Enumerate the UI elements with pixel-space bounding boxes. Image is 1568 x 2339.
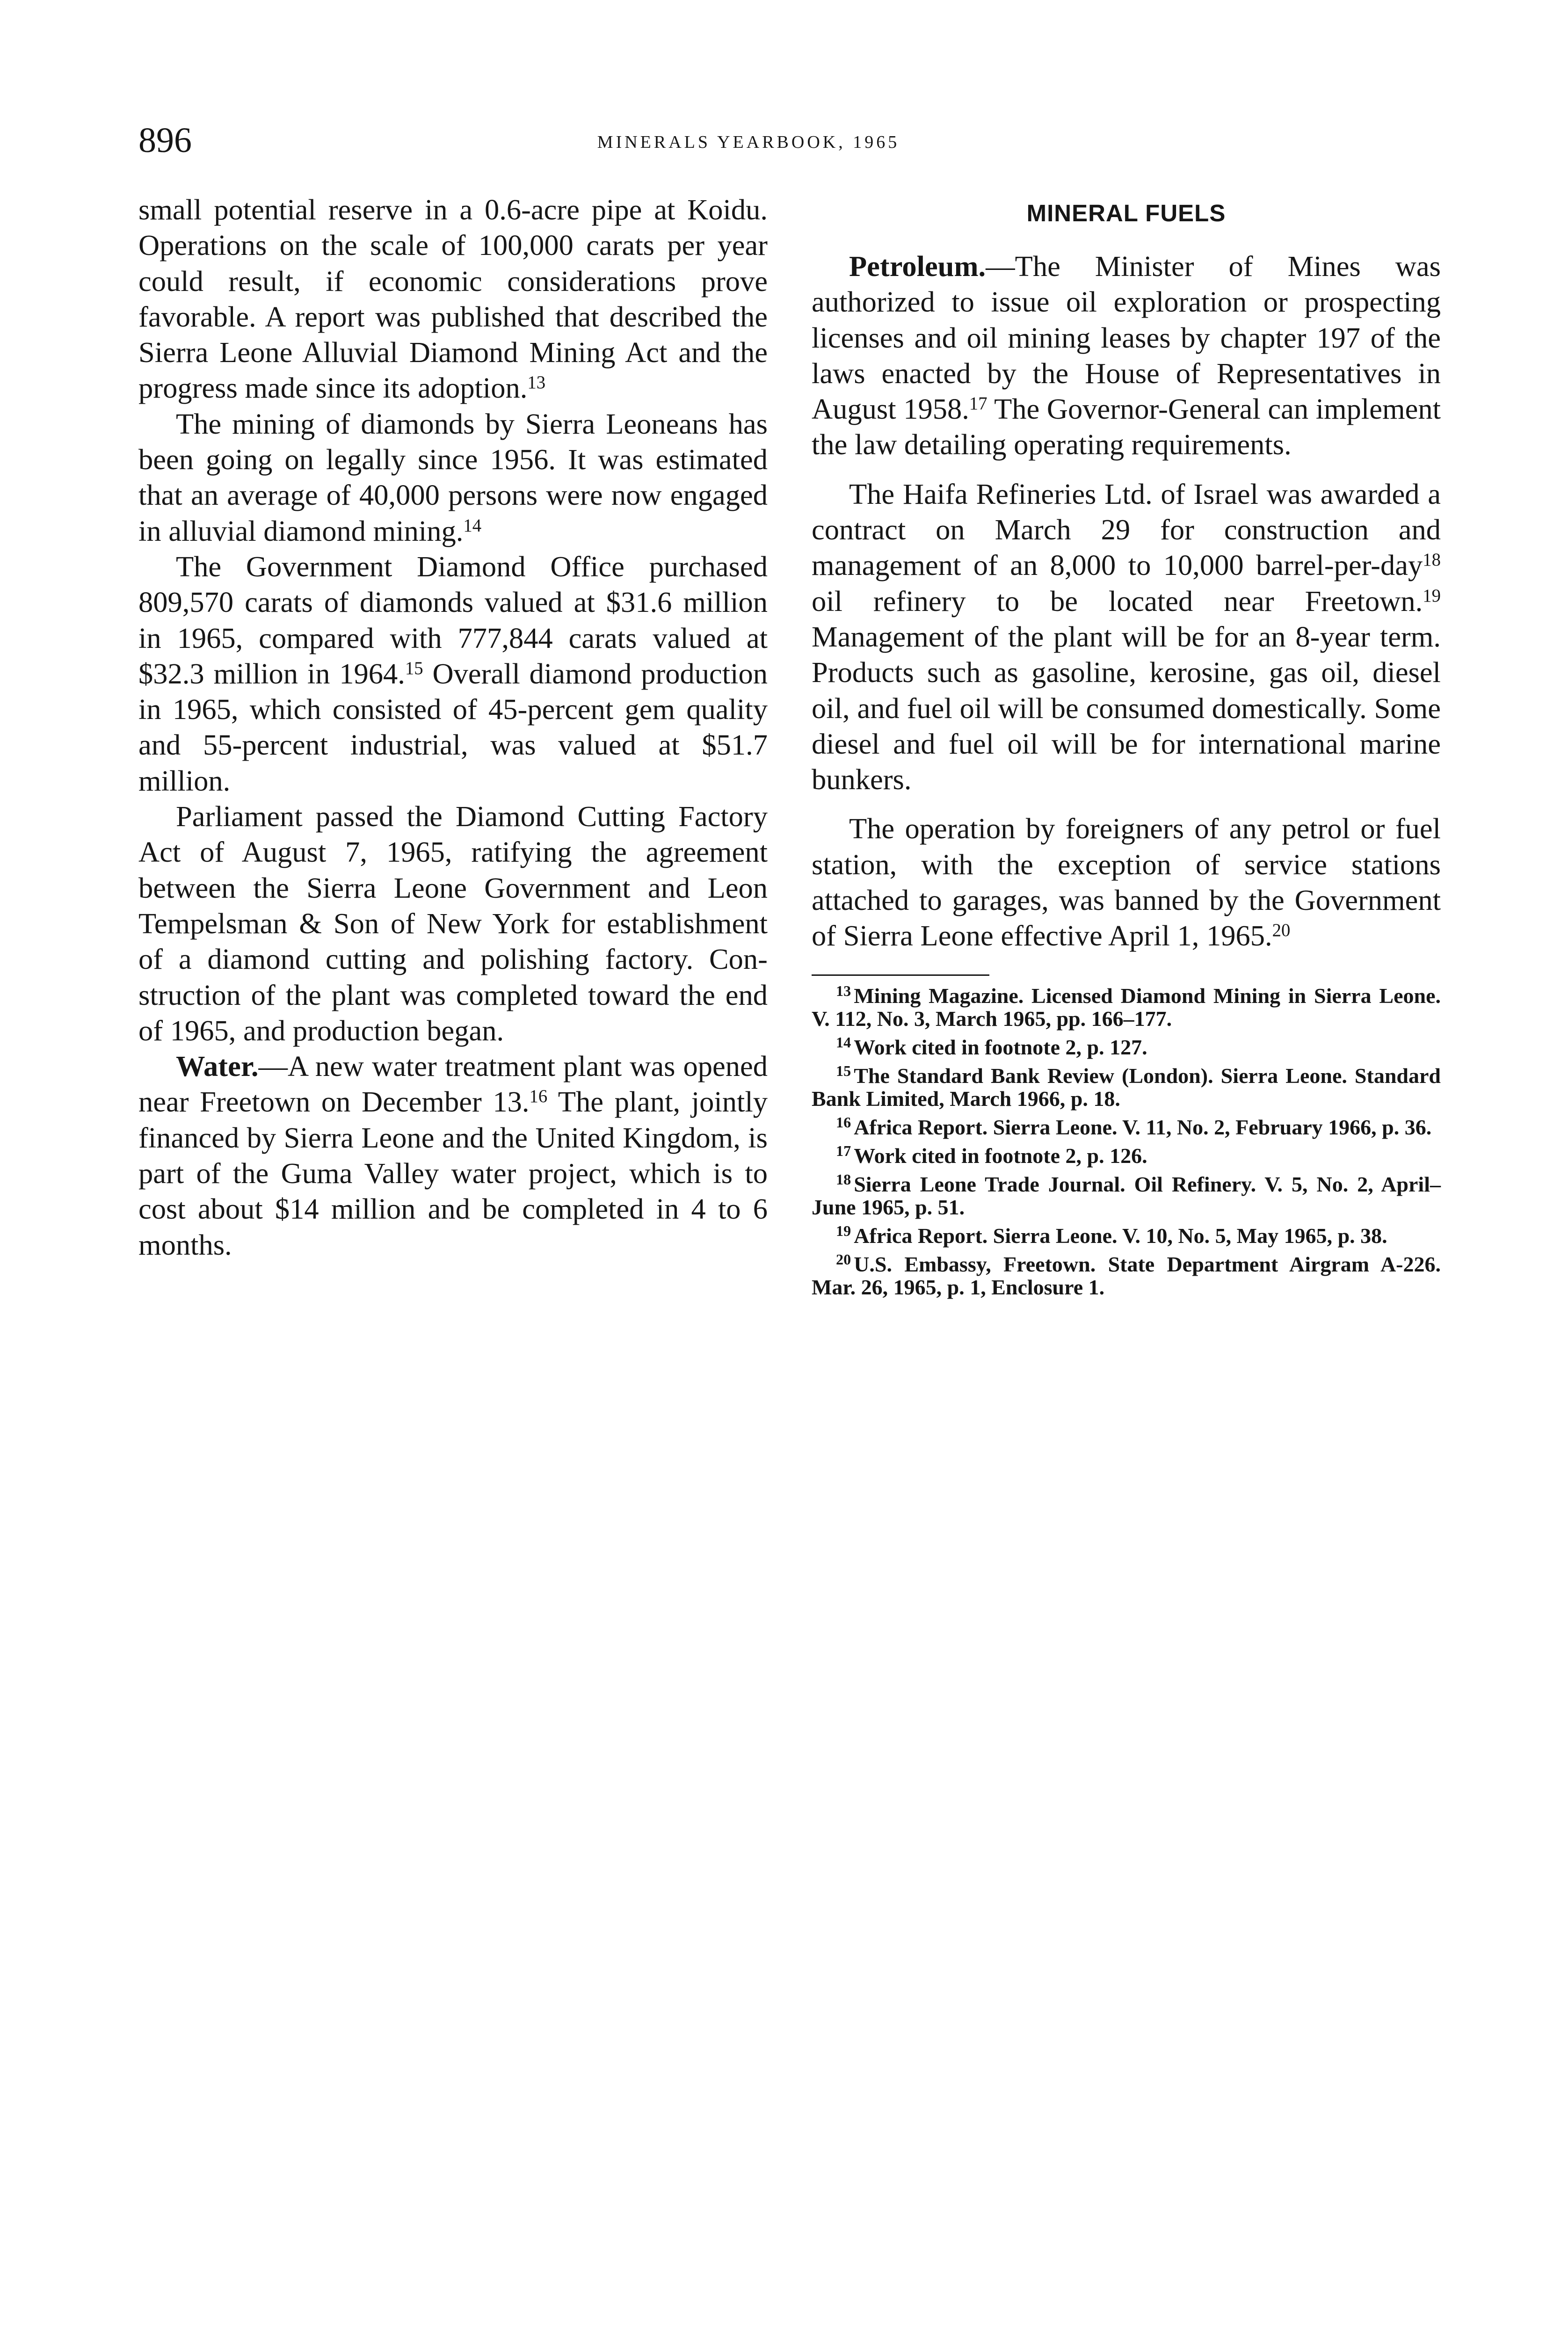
footnote-text: Africa Report. Sierra Leone. V. 10, No. 5, May 1965, p. 38. bbox=[854, 1223, 1387, 1248]
paragraph-text: Management of the plant will be for an 8-year term. Products such as gasoline, kerosine, gas oil, diesel oil, and fuel oil will be consumed domestically. Some diesel and fuel oil will be for international marine bunkers. bbox=[812, 620, 1441, 796]
footnote-ref-20[interactable]: 20 bbox=[1272, 920, 1291, 941]
paragraph-text: Overall diamond production in 1965, which consisted of 45-percent gem quality and 55-percent industrial, was valued at $51.7 million. bbox=[138, 657, 768, 797]
paragraph-text: The operation by foreigners of any petrol or fuel station, with the exception of service stations attached to garages, was banned by the Government of Sierra Leone effective April 1, 1965. bbox=[812, 812, 1441, 952]
footnote-18 bbox=[812, 1173, 1441, 1219]
paragraph-text: The Governor-General can implement the law detailing operating requirements. bbox=[812, 392, 1441, 461]
paragraph-koidu-reserve bbox=[138, 192, 768, 406]
footnote-13 bbox=[812, 984, 1441, 1030]
footnote-text: U.S. Embassy, Freetown. State Department Airgram A-226. Mar. 26, 1965, p. 1, Enclosure 1. bbox=[812, 1252, 1441, 1299]
paragraph-text: Parliament passed the Diamond Cutting Factory Act of August 7, 1965, ratifying the agreement between the Sierra Leone Government and Leon Tempelsman & Son of New York for establishment of a diamond cutting and polishing factory. Construction of the plant was completed toward the end of 1965, and production began. bbox=[138, 800, 768, 1047]
water-run-in-heading: Water. bbox=[176, 1050, 259, 1083]
footnote-number: 17 bbox=[836, 1142, 851, 1160]
footnote-number: 15 bbox=[836, 1062, 851, 1080]
paragraph-haifa-refineries bbox=[812, 476, 1441, 798]
footnote-14 bbox=[812, 1036, 1441, 1059]
footnote-ref-14[interactable]: 14 bbox=[463, 515, 482, 536]
footnote-text: Mining Magazine. Licensed Diamond Mining in Sierra Leone. V. 112, No. 3, March 1965, pp. 166–177. bbox=[812, 983, 1441, 1031]
page-number: 896 bbox=[138, 121, 192, 160]
footnote-ref-16[interactable]: 16 bbox=[529, 1086, 548, 1107]
right-column bbox=[812, 192, 1441, 1304]
footnote-17 bbox=[812, 1144, 1441, 1167]
footnote-number: 18 bbox=[836, 1171, 851, 1188]
footnotes bbox=[812, 984, 1441, 1299]
footnote-ref-17[interactable]: 17 bbox=[969, 393, 987, 414]
paragraph-text: The Haifa Refineries Ltd. of Israel was awarded a contract on March 29 for construction and management of an 8,000 to 10,000 barrel-per-day bbox=[812, 477, 1441, 582]
footnote-text: Africa Report. Sierra Leone. V. 11, No. 2, February 1966, p. 36. bbox=[854, 1115, 1432, 1139]
section-heading-mineral-fuels: MINERAL FUELS bbox=[1026, 200, 1226, 226]
petroleum-run-in-heading: Petroleum. bbox=[849, 250, 986, 283]
paragraph-text: The plant, jointly financed by Sierra Leone and the United Kingdom, is part of the Guma Valley water project, which is to cost about $14 million and be completed in 4 to 6 months. bbox=[138, 1085, 768, 1261]
footnote-number: 13 bbox=[836, 982, 851, 1000]
footnote-16 bbox=[812, 1116, 1441, 1139]
paragraph-water bbox=[138, 1048, 768, 1263]
footnote-text: Work cited in footnote 2, p. 126. bbox=[854, 1143, 1147, 1168]
paragraph-text: —A new water treatment plant was opened near Freetown on December 13. bbox=[138, 1050, 768, 1119]
footnote-number: 19 bbox=[836, 1222, 851, 1240]
footnote-ref-15[interactable]: 15 bbox=[405, 658, 423, 678]
footnote-text: Sierra Leone Trade Journal. Oil Refinery. V. 5, No. 2, April–June 1965, p. 51. bbox=[812, 1172, 1441, 1219]
footnote-ref-19[interactable]: 19 bbox=[1423, 585, 1441, 606]
footnote-text: Work cited in footnote 2, p. 127. bbox=[854, 1035, 1147, 1059]
running-head: MINERALS YEARBOOK, 1965 bbox=[597, 132, 900, 152]
footnote-text: The Standard Bank Review (London). Sierra Leone. Standard Bank Limited, March 1966, p. 18. bbox=[812, 1063, 1441, 1111]
paragraph-petrol-stations bbox=[812, 811, 1441, 953]
footnote-number: 14 bbox=[836, 1034, 851, 1051]
paragraph-diamond-mining bbox=[138, 406, 768, 549]
footnote-19 bbox=[812, 1224, 1441, 1247]
paragraph-text: The Government Diamond Office purchased 809,570 carats of diamonds valued at $31.6 million in 1965, compared with 777,844 carats valued at $32.3 million in 1964. bbox=[138, 550, 768, 690]
paragraph-text: The mining of diamonds by Sierra Leoneans has been going on legally since 1956. It was estimated that an average of 40,000 persons were now engaged in alluvial diamond mining. bbox=[138, 407, 768, 547]
footnote-divider bbox=[812, 974, 989, 976]
left-column bbox=[138, 192, 768, 1263]
paragraph-text: oil refinery to be located near Freetown. bbox=[812, 584, 1423, 617]
paragraph-text: —The Minister of Mines was authorized to issue oil exploration or prospecting licenses and oil mining leases by chapter 197 of the laws enacted by the House of Representatives in August 1958. bbox=[812, 250, 1441, 426]
footnote-ref-18[interactable]: 18 bbox=[1423, 550, 1441, 570]
paragraph-cutting-factory bbox=[138, 799, 768, 1048]
footnote-number: 16 bbox=[836, 1114, 851, 1131]
footnote-15 bbox=[812, 1064, 1441, 1110]
paragraph-diamond-office bbox=[138, 549, 768, 799]
footnote-ref-13[interactable]: 13 bbox=[527, 372, 546, 393]
paragraph-petroleum bbox=[812, 248, 1441, 463]
paragraph-text: small potential reserve in a 0.6-acre pipe at Koidu. Operations on the scale of 100,000 carats per year could result, if economic considerations prove favorable. A report was published that described the Sierra Leone Alluvial Diamond Mining Act and the progress made since its adoption. bbox=[138, 193, 768, 405]
footnote-number: 20 bbox=[836, 1251, 851, 1268]
footnote-20 bbox=[812, 1253, 1441, 1299]
